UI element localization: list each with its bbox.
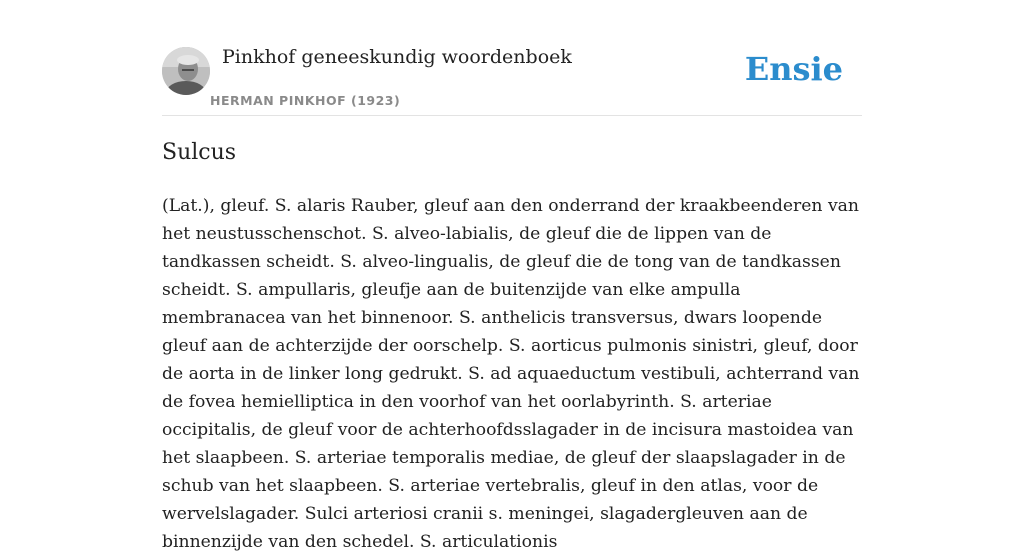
- brand-logo[interactable]: Ensie: [744, 50, 843, 88]
- entry-definition: (Lat.), gleuf. S. alaris Rauber, gleuf aan den onderrand der kraakbeenderen van het neustusschenschot. S. alveo-labialis, de gleuf die de lippen van de tandkassen scheidt. S. alveo-lingualis, de gleuf die de tong van de tandkassen scheidt. S. ampullaris, gleufje aan de buitenzijde van elke ampulla membranacea van het binnenoor. S. anthelicis transversus, dwars loopende gleuf aan de achterzijde der oorschelp. S. aorticus pulmonis sinistri, gleuf, door de aorta in de linker long gedrukt. S. ad aquaeductum vestibuli, achterrand van de fovea hemielliptica in den voorhof van het oorlabyrinth. S. arteriae occipitalis, de gleuf voor de achterhoofdsslagader in de incisura mastoidea van het slaapbeen. S. arteriae temporalis mediae, de gleuf der slaapslagader in de schub van het slaapbeen. S. arteriae vertebralis, gleuf in den atlas, voor de wervelslagader. Sulci arteriosi cranii s. meningei, slagadergleuven aan de binnenzijde van den schedel. S. articulationis: [162, 196, 860, 552]
- author-portrait-icon: [162, 47, 210, 95]
- author-avatar: [162, 47, 210, 95]
- page: [162, 0, 862, 552]
- author-name[interactable]: HERMAN PINKHOF (1923): [210, 93, 401, 108]
- book-title[interactable]: Pinkhof geneeskundig woordenboek: [222, 46, 572, 68]
- entry-headword: Sulcus: [162, 140, 237, 165]
- header: [162, 0, 862, 116]
